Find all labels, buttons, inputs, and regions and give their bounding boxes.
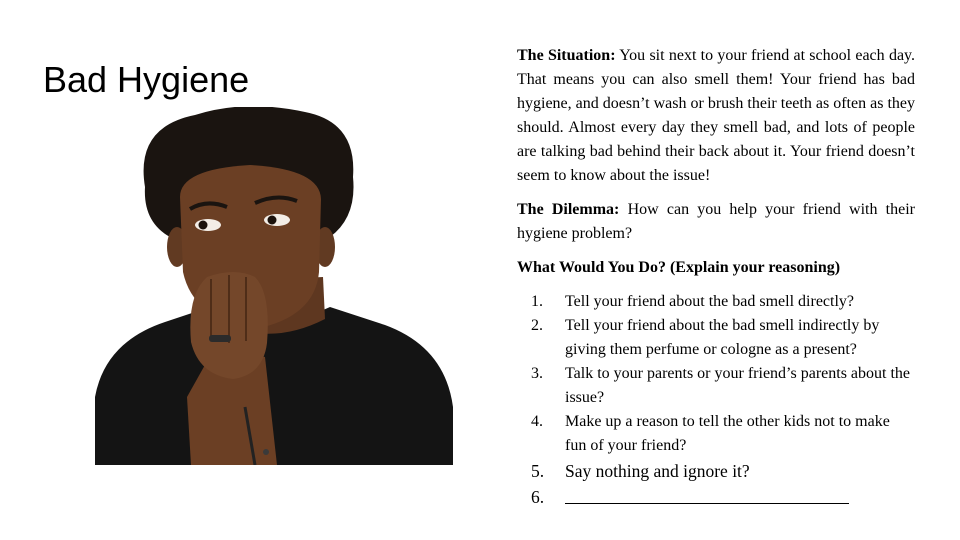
- list-item-text: Say nothing and ignore it?: [565, 461, 750, 481]
- list-item: [517, 484, 915, 511]
- list-item-text: Tell your friend about the bad smell directly?: [565, 293, 855, 310]
- list-item-number: 2.: [531, 317, 543, 334]
- dilemma-text: How can you help your friend with their hygiene problem?: [517, 201, 916, 242]
- list-item-number: 4.: [531, 413, 543, 430]
- dilemma-label: The Dilemma:: [517, 201, 620, 218]
- list-item: [517, 362, 915, 410]
- list-item-number: 1.: [531, 293, 543, 310]
- situation-text: You sit next to your friend at school each day. That means you can also smell them! Your friend has bad hygiene, and doesn’t wash or brush their teeth as often as they should. Almost every day they smell bad, and lots of people are talking bad behind their back about it. Your friend doesn’t seem to know about the issue!: [517, 47, 916, 184]
- list-item-number: 6.: [531, 487, 545, 507]
- situation-label: The Situation:: [517, 47, 616, 64]
- list-item-number: 3.: [531, 365, 543, 382]
- situation-paragraph: [517, 44, 915, 188]
- list-item: [517, 314, 915, 362]
- options-list: [517, 290, 915, 511]
- dilemma-paragraph: [517, 198, 915, 246]
- question-heading: What Would You Do? (Explain your reasoning): [517, 259, 841, 276]
- list-item: [517, 290, 915, 314]
- list-item-text: Make up a reason to tell the other kids not to make fun of your friend?: [565, 413, 890, 454]
- text-content: [517, 44, 915, 511]
- list-item-text: Tell your friend about the bad smell indirectly by giving them perfume or cologne as a present?: [565, 317, 880, 358]
- list-item-text: Talk to your parents or your friend’s parents about the issue?: [565, 365, 911, 406]
- list-item: [517, 410, 915, 458]
- slide-title: Bad Hygiene: [43, 59, 250, 100]
- list-item: [517, 458, 915, 484]
- person-covering-nose-photo: [95, 107, 453, 465]
- answer-blank-line: [565, 484, 849, 504]
- list-item-number: 5.: [531, 461, 545, 481]
